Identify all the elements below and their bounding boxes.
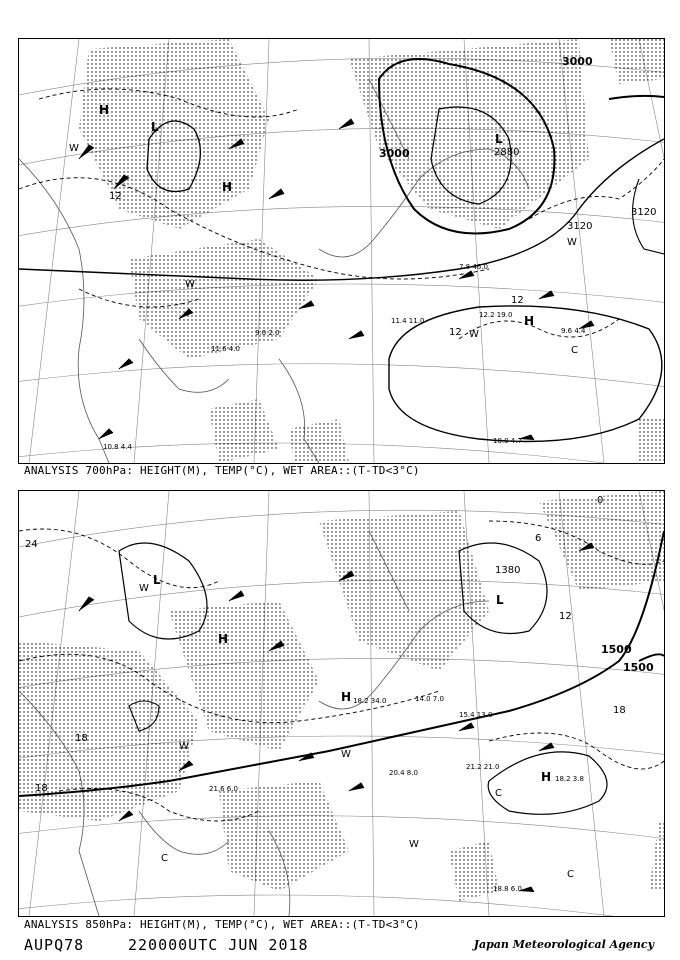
warm-center: W	[567, 237, 577, 248]
station-ob: 18.8 6.0	[493, 885, 522, 893]
map-700-canvas	[19, 39, 664, 463]
station-ob: 21.6 6.0	[209, 785, 238, 793]
high-center: H	[524, 314, 535, 328]
contour-label: 12	[511, 295, 524, 306]
warm-center: W	[69, 143, 79, 154]
warm-center: W	[409, 839, 419, 850]
warm-center: W	[185, 279, 195, 290]
low-center: L	[151, 120, 159, 134]
contour-label: 6	[535, 533, 542, 544]
low-center: L	[153, 573, 161, 587]
station-ob: 15.4 13.0	[459, 711, 493, 719]
contour-label: 3120	[567, 221, 593, 232]
station-ob: 18.2 34.0	[353, 697, 387, 705]
cold-center: C	[567, 869, 574, 880]
station-ob: 20.4 8.0	[389, 769, 418, 777]
station-ob: 14.0 7.0	[415, 695, 444, 703]
agency-credit: Japan Meteorological Agency	[473, 938, 654, 951]
station-ob: 21.2 21.0	[466, 763, 500, 771]
contour-label: 18	[35, 783, 48, 794]
station-ob: 18.2 3.8	[555, 775, 584, 783]
caption-700hpa: ANALYSIS 700hPa: HEIGHT(M), TEMP(°C), WET AREA::(T-TD<3°C)	[24, 464, 420, 477]
map-850-canvas	[19, 491, 664, 916]
contour-label: 24	[25, 539, 38, 550]
high-center: H	[99, 103, 110, 117]
high-center: H	[541, 770, 552, 784]
high-center: H	[218, 632, 229, 646]
cold-center: C	[161, 853, 168, 864]
station-ob: 11.6 4.0	[211, 345, 240, 353]
station-ob: 11.4 11.0	[391, 317, 425, 325]
contour-label: 2880	[494, 147, 520, 158]
contour-label: 12	[559, 611, 572, 622]
contour-label: 18	[75, 733, 88, 744]
contour-label: 12	[109, 191, 122, 202]
contour-label: 1500	[601, 643, 632, 656]
station-ob: 9.0 2.0	[255, 329, 280, 337]
contour-label: 3120	[631, 207, 657, 218]
contour-label: 1380	[495, 565, 521, 576]
contour-label: 18	[613, 705, 626, 716]
high-center: H	[222, 180, 233, 194]
chart-code: AUPQ78	[24, 936, 85, 954]
warm-center: W	[139, 583, 149, 594]
contour-label: 12	[449, 327, 462, 338]
station-ob: 9.6 4.4	[561, 327, 586, 335]
station-ob: 12.2 19.0	[479, 311, 513, 319]
valid-time: 220000UTC JUN 2018	[128, 936, 309, 954]
contour-label: 1500	[623, 661, 654, 674]
warm-center: W	[469, 329, 479, 340]
caption-850hpa: ANALYSIS 850hPa: HEIGHT(M), TEMP(°C), WET AREA::(T-TD<3°C)	[24, 918, 420, 931]
contour-label: 3000	[379, 147, 410, 160]
cold-center: C	[571, 345, 578, 356]
low-center: L	[495, 132, 503, 146]
analysis-700hpa-map	[18, 38, 665, 464]
warm-center: W	[341, 749, 351, 760]
station-ob: 10.0 4.7	[493, 437, 522, 445]
low-center: L	[496, 593, 504, 607]
high-center: H	[341, 690, 352, 704]
analysis-850hpa-map	[18, 490, 665, 917]
station-ob: 7.8 46.0	[459, 263, 488, 271]
cold-center: C	[495, 788, 502, 799]
contour-label: 0	[597, 495, 604, 506]
warm-center: W	[179, 741, 189, 752]
contour-label: 3000	[562, 55, 593, 68]
station-ob: 10.8 4.4	[103, 443, 132, 451]
